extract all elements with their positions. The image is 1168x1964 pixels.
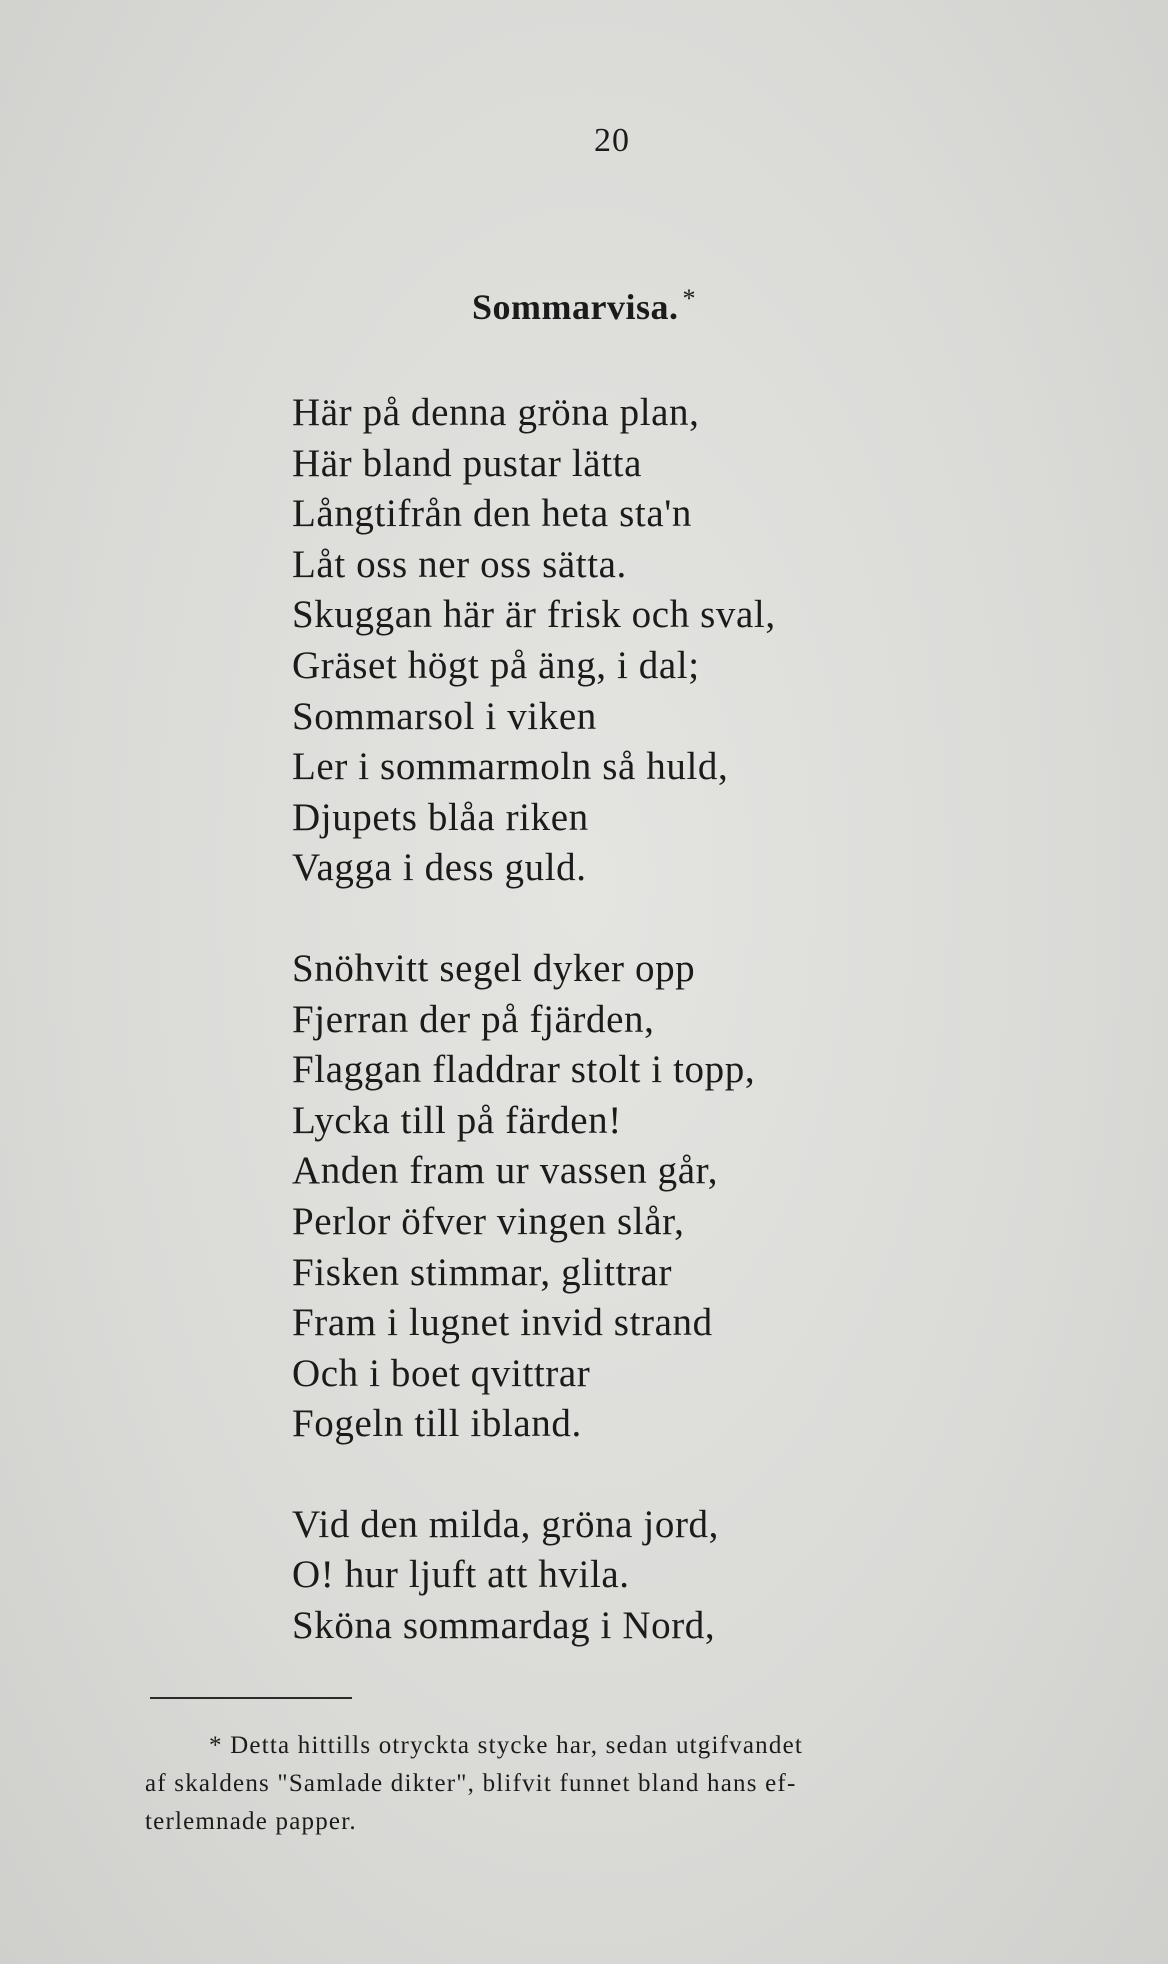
- verse-line: O! hur ljuft att hvila.: [292, 1553, 630, 1597]
- poem-body: [292, 388, 1092, 1702]
- verse-line: Snöhvitt segel dyker opp: [292, 946, 696, 990]
- verse-line: Gräset högt på äng, i dal;: [292, 643, 700, 687]
- footnote-line: * Detta hittills otryckta stycke har, sedan utgifvandet: [209, 1732, 804, 1759]
- verse-line: Låt oss ner oss sätta.: [292, 542, 627, 586]
- poem-title: [0, 284, 1168, 328]
- verse-line: Fogeln till ibland.: [292, 1402, 582, 1446]
- footnote-divider: [150, 1697, 352, 1699]
- verse-line: Långtifrån den heta sta'n: [292, 492, 692, 536]
- verse-line: Vid den milda, gröna jord,: [292, 1502, 720, 1546]
- verse-line: Skuggan här är frisk och sval,: [292, 593, 776, 637]
- verse-line: Här bland pustar lätta: [292, 441, 642, 485]
- verse-line: Fram i lugnet invid strand: [292, 1301, 713, 1345]
- footnote-marker: *: [682, 284, 696, 313]
- stanza-3: [292, 1500, 1092, 1652]
- verse-line: Ler i sommarmoln så huld,: [292, 745, 729, 789]
- stanza-2: [292, 944, 1092, 1450]
- verse-line: Här på denna gröna plan,: [292, 391, 700, 434]
- verse-line: Fisken stimmar, glittrar: [292, 1250, 673, 1294]
- verse-line: Fjerran der på fjärden,: [292, 997, 655, 1041]
- footnote: [145, 1727, 1065, 1841]
- verse-line: Och i boet qvittrar: [292, 1351, 591, 1395]
- poem-title-text: Sommarvisa.: [472, 287, 679, 327]
- verse-line: Perlor öfver vingen slår,: [292, 1199, 685, 1243]
- verse-line: Lycka till på färden!: [292, 1098, 622, 1142]
- page-number: 20: [594, 122, 630, 159]
- footnote-line: af skaldens "Samlade dikter", blifvit funnet bland hans ef-: [145, 1770, 797, 1797]
- verse-line: Djupets blåa riken: [292, 795, 589, 839]
- verse-line: Anden fram ur vassen går,: [292, 1149, 719, 1193]
- verse-line: Flaggan fladdrar stolt i topp,: [292, 1048, 756, 1092]
- verse-line: Sköna sommardag i Nord,: [292, 1604, 716, 1648]
- footnote-line: terlemnade papper.: [145, 1808, 357, 1835]
- stanza-1: [292, 388, 1092, 894]
- verse-line: Vagga i dess guld.: [292, 846, 587, 890]
- verse-line: Sommarsol i viken: [292, 694, 597, 738]
